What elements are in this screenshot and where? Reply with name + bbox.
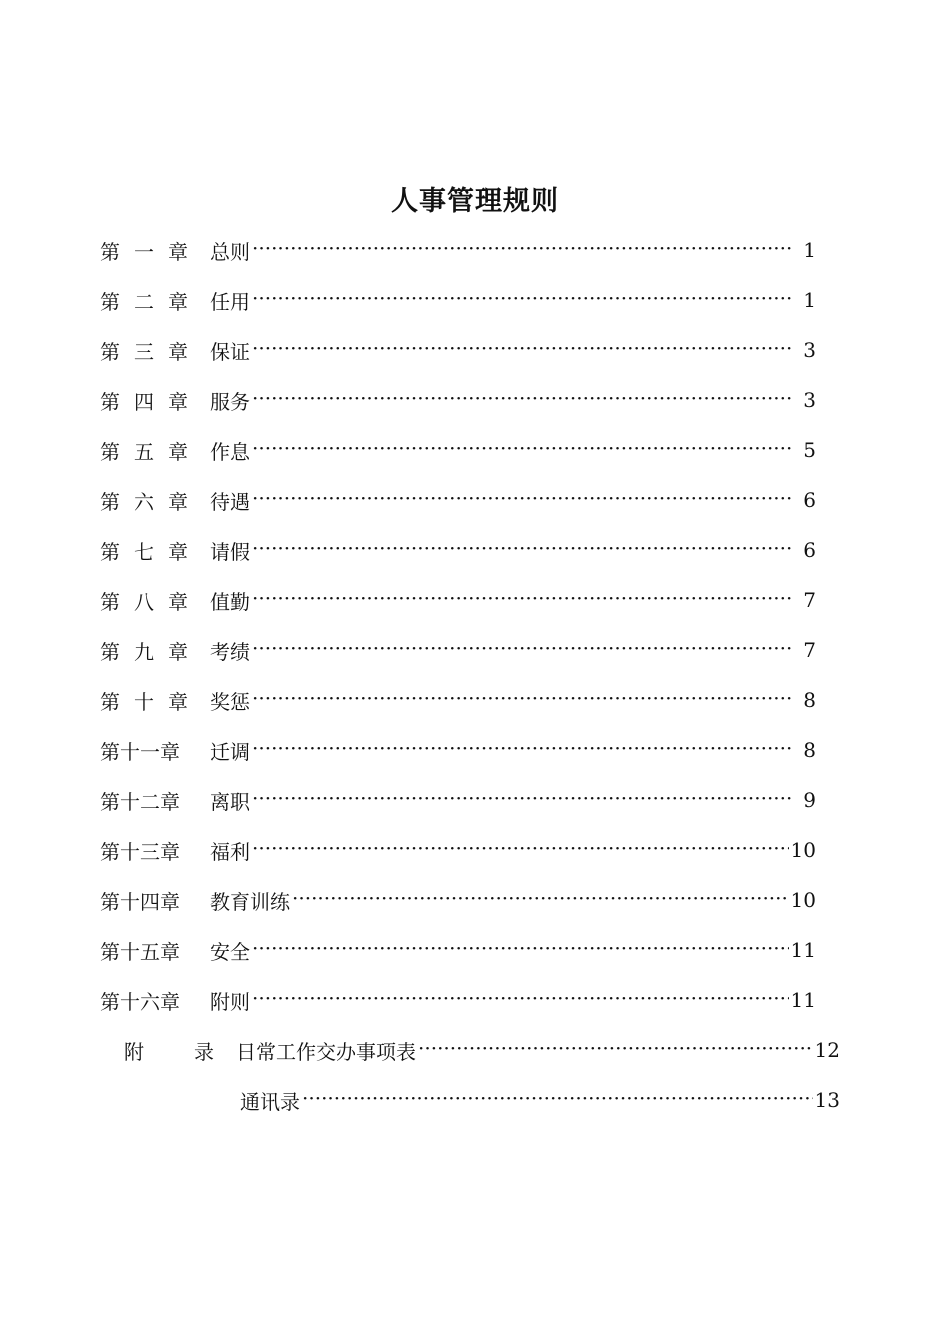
dot-leader	[252, 840, 789, 860]
chapter-title: 任用	[210, 289, 250, 314]
dot-leader	[252, 740, 792, 760]
toc-entry-appendix-1[interactable]	[124, 1032, 840, 1068]
toc-entry-chapter-4[interactable]	[100, 382, 816, 418]
toc-entry-chapter-10[interactable]	[100, 682, 816, 718]
chapter-title: 离职	[210, 789, 250, 814]
chapter-title: 教育训练	[210, 889, 290, 914]
dot-leader	[252, 290, 792, 310]
chapter-title: 安全	[210, 939, 250, 964]
dot-leader	[252, 990, 789, 1010]
page-number: 6	[803, 538, 816, 562]
toc-entry-chapter-9[interactable]	[100, 632, 816, 668]
chapter-title: 请假	[210, 539, 250, 564]
chapter-label: 第 六 章	[100, 489, 188, 514]
toc-entry-chapter-8[interactable]	[100, 582, 816, 618]
page-number: 11	[790, 988, 816, 1012]
page-number: 3	[803, 388, 816, 412]
chapter-label: 第 七 章	[100, 539, 188, 564]
page-number: 10	[790, 888, 816, 912]
page-number: 10	[790, 838, 816, 862]
page-number: 3	[803, 338, 816, 362]
chapter-label: 第 八 章	[100, 589, 188, 614]
chapter-label: 第十四章	[100, 889, 180, 914]
toc-entry-chapter-7[interactable]	[100, 532, 816, 568]
page-number: 9	[803, 788, 816, 812]
toc-entry-chapter-15[interactable]	[100, 932, 816, 968]
chapter-label: 第十一章	[100, 739, 180, 764]
chapter-label: 第十三章	[100, 839, 180, 864]
document-title: 人事管理规则	[391, 186, 559, 217]
chapter-label: 第 三 章	[100, 339, 188, 364]
dot-leader	[252, 440, 792, 460]
toc-entry-chapter-6[interactable]	[100, 482, 816, 518]
chapter-title: 值勤	[210, 589, 250, 614]
page-number: 12	[814, 1038, 840, 1062]
chapter-label: 第 一 章	[100, 239, 188, 264]
toc-entry-chapter-5[interactable]	[100, 432, 816, 468]
toc-entry-chapter-14[interactable]	[100, 882, 816, 918]
chapter-title: 奖惩	[210, 689, 250, 714]
chapter-label: 第 五 章	[100, 439, 188, 464]
toc-entry-chapter-11[interactable]	[100, 732, 816, 768]
chapter-label: 第十二章	[100, 789, 180, 814]
page-number: 13	[814, 1088, 840, 1112]
chapter-label: 第 四 章	[100, 389, 188, 414]
chapter-label: 第十六章	[100, 989, 180, 1014]
dot-leader	[252, 690, 792, 710]
chapter-label: 第 十 章	[100, 689, 188, 714]
appendix-label: 附 录	[124, 1039, 214, 1064]
dot-leader	[252, 340, 792, 360]
toc-entry-chapter-16[interactable]	[100, 982, 816, 1018]
chapter-title: 待遇	[210, 489, 250, 514]
chapter-title: 附则	[210, 989, 250, 1014]
chapter-label: 第十五章	[100, 939, 180, 964]
toc-entry-chapter-13[interactable]	[100, 832, 816, 868]
chapter-title: 总则	[210, 239, 250, 264]
dot-leader	[252, 240, 792, 260]
toc-entry-appendix-2[interactable]	[240, 1082, 840, 1118]
dot-leader	[252, 640, 792, 660]
toc-entry-chapter-3[interactable]	[100, 332, 816, 368]
page-number: 1	[803, 288, 816, 312]
chapter-title: 考绩	[210, 639, 250, 664]
dot-leader	[252, 790, 792, 810]
chapter-title: 福利	[210, 839, 250, 864]
appendix-title: 日常工作交办事项表	[236, 1039, 416, 1064]
page-number: 5	[803, 438, 816, 462]
chapter-title: 迁调	[210, 739, 250, 764]
chapter-label: 第 二 章	[100, 289, 188, 314]
page-number: 11	[790, 938, 816, 962]
dot-leader	[252, 540, 792, 560]
appendix-title: 通讯录	[240, 1089, 300, 1114]
dot-leader	[302, 1090, 813, 1110]
page-number: 8	[803, 738, 816, 762]
chapter-title: 服务	[210, 389, 250, 414]
dot-leader	[252, 590, 792, 610]
dot-leader	[252, 490, 792, 510]
page-number: 8	[803, 688, 816, 712]
chapter-label: 第 九 章	[100, 639, 188, 664]
chapter-title: 作息	[210, 439, 250, 464]
dot-leader	[292, 890, 789, 910]
chapter-title: 保证	[210, 339, 250, 364]
toc-entry-chapter-2[interactable]	[100, 282, 816, 318]
dot-leader	[418, 1040, 813, 1060]
dot-leader	[252, 390, 792, 410]
page-number: 7	[803, 588, 816, 612]
page-number: 1	[803, 238, 816, 262]
toc-entry-chapter-1[interactable]	[100, 232, 816, 268]
page-number: 7	[803, 638, 816, 662]
page-number: 6	[803, 488, 816, 512]
dot-leader	[252, 940, 789, 960]
toc-entry-chapter-12[interactable]	[100, 782, 816, 818]
